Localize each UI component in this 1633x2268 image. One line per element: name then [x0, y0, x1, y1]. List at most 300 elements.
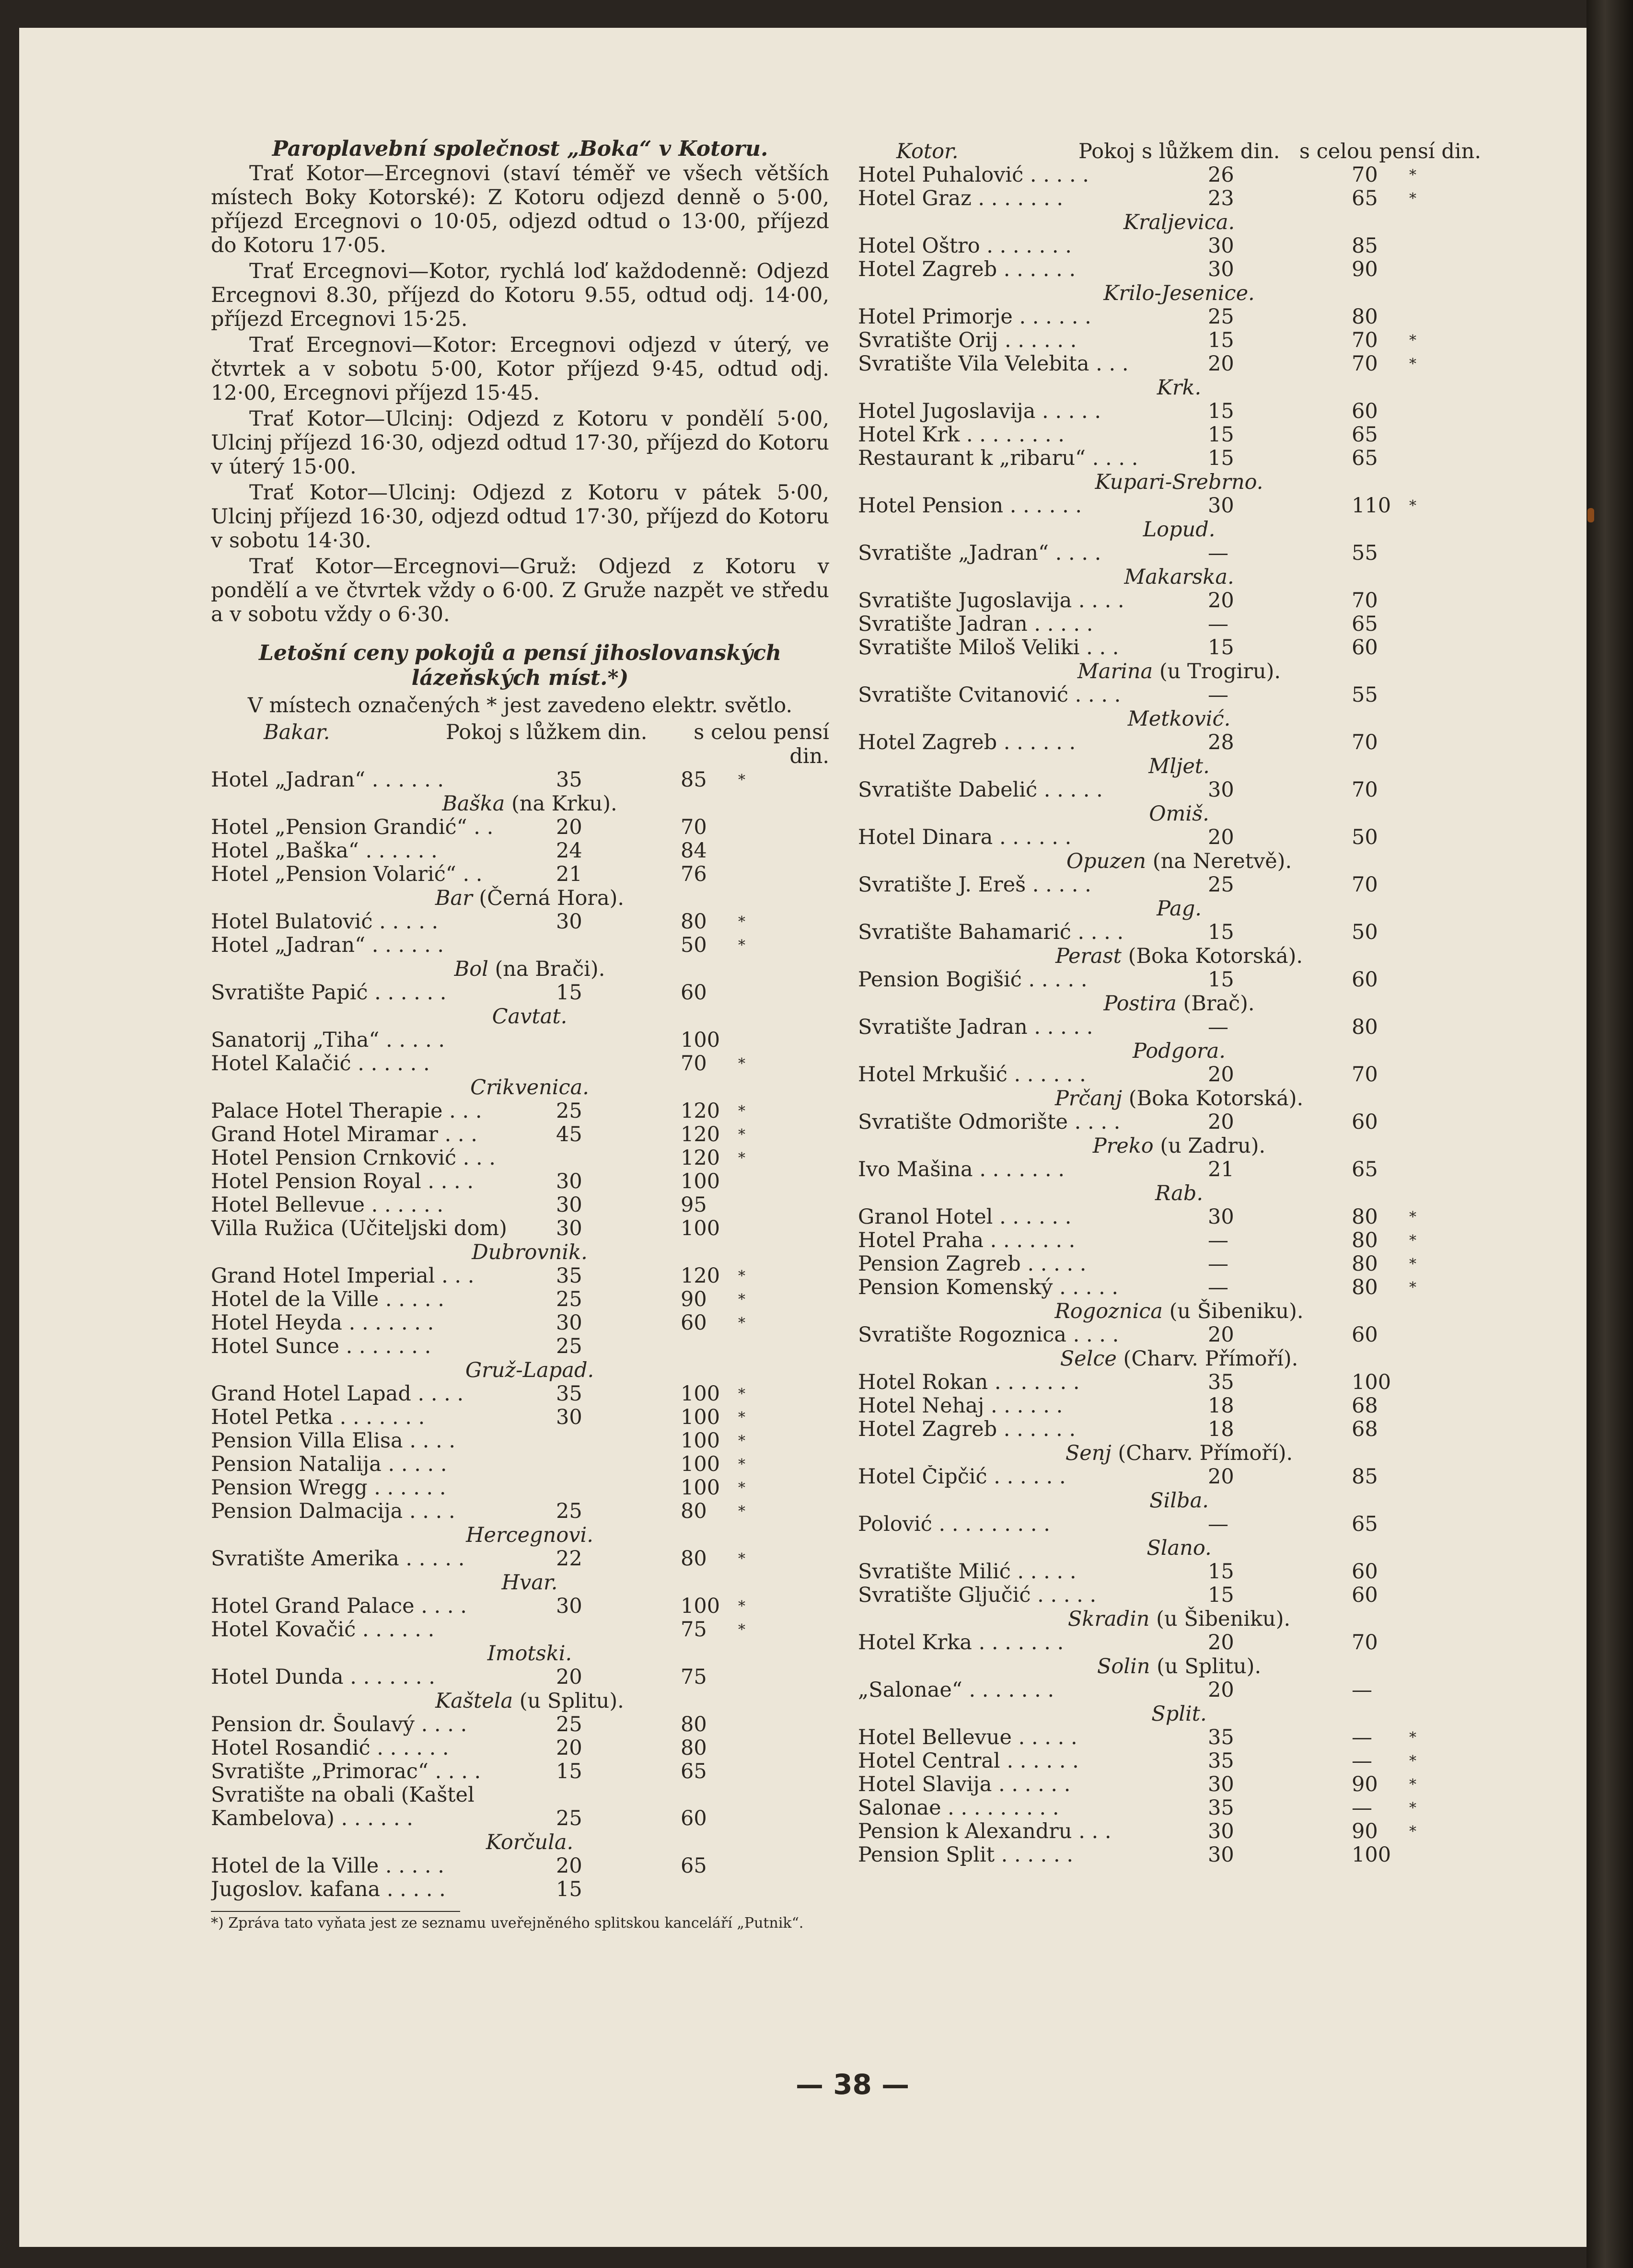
full-pension-price: — [1352, 1725, 1372, 1749]
town-subtitle: (u Splitu). [513, 1689, 624, 1713]
bed-price: 26 [1208, 163, 1234, 187]
bed-price: — [1208, 683, 1228, 707]
price-row [858, 921, 1481, 944]
town-subtitle: (Boka Kotorská). [1122, 1087, 1304, 1111]
lodging-name: Pension Dalmacija . . . . [211, 1500, 455, 1523]
lodging-name: Hotel Mrkušić . . . . . . [858, 1063, 1086, 1087]
lodging-name: Hotel Puhalović . . . . . [858, 163, 1089, 187]
bed-price: — [1208, 1512, 1228, 1536]
price-row [211, 1052, 829, 1076]
price-row [858, 1394, 1481, 1418]
price-row [858, 968, 1481, 992]
full-pension-price: — [1352, 1796, 1372, 1820]
full-pension-price: 120 [681, 1146, 720, 1170]
town-heading [858, 281, 1481, 305]
lodging-name: Svratište Milić . . . . . [858, 1560, 1077, 1584]
town-name: Krk. [1157, 376, 1202, 400]
lodging-name: Hotel Rokan . . . . . . . [858, 1371, 1080, 1394]
full-pension-price: 75 [681, 1618, 707, 1642]
full-pension-price: 100 [1352, 1843, 1391, 1867]
bed-price: — [1208, 1228, 1228, 1252]
lodging-name: Hotel de la Ville . . . . . [211, 1854, 444, 1878]
town-heading [858, 470, 1481, 494]
lodging-name: Hotel „Pension Volarić“ . . [211, 863, 483, 886]
full-pension-price: 100 [681, 1452, 720, 1476]
town-name: Omiš. [1149, 802, 1209, 826]
town-name: Opuzen [1066, 849, 1147, 873]
electric-light-mark: * [1409, 1232, 1416, 1249]
full-pension-price: 50 [1352, 825, 1378, 849]
town-name: Postira [1103, 992, 1177, 1016]
lodging-name: Hotel Bellevue . . . . . . [211, 1193, 443, 1217]
lodging-name: Svratište „Jadran“ . . . . [858, 542, 1101, 565]
lodging-name: Grand Hotel Lapad . . . . [211, 1382, 464, 1406]
price-row [858, 1016, 1481, 1039]
full-pension-price: 65 [1352, 423, 1378, 447]
price-row [858, 778, 1481, 802]
electric-light-mark: * [738, 1598, 745, 1615]
price-row [858, 1773, 1481, 1796]
full-pension-price: — [1352, 1749, 1372, 1773]
full-pension-price: 60 [1352, 1110, 1378, 1134]
electric-light-mark: * [1409, 1776, 1416, 1793]
price-row [858, 1678, 1481, 1702]
lodging-name: Hotel Graz . . . . . . . [858, 187, 1064, 210]
bed-price: 20 [556, 815, 582, 839]
right-price-list [858, 163, 1481, 1867]
electric-light-mark: * [1409, 190, 1416, 207]
town-heading [858, 754, 1481, 778]
lodging-name: Hotel Dinara . . . . . . [858, 826, 1072, 849]
town-name: Bol [454, 957, 488, 981]
price-row [858, 826, 1481, 849]
full-pension-price: 100 [681, 1216, 720, 1240]
lodging-name: Pension Bogišić . . . . . [858, 968, 1088, 992]
electric-light-mark: * [1409, 1823, 1416, 1840]
town-heading [858, 849, 1481, 873]
full-pension-price: 90 [1352, 1772, 1378, 1796]
town-heading [211, 886, 829, 910]
price-row [858, 873, 1481, 897]
bed-price: 15 [1208, 446, 1234, 470]
town-heading [858, 992, 1481, 1016]
electric-light-mark: * [1409, 1729, 1416, 1746]
town-name: Hercegnovi. [466, 1523, 593, 1547]
price-row [211, 1146, 829, 1170]
full-pension-price: 65 [1352, 186, 1378, 210]
bed-price [556, 1146, 681, 1170]
electric-light-mark: * [1409, 1753, 1416, 1770]
full-pension-price: 100 [681, 1405, 720, 1429]
bed-price: 18 [1208, 1417, 1234, 1441]
full-pension-price: 80 [681, 1499, 707, 1523]
paragraph: Trať Kotor—Ulcinj: Odjezd z Kotoru v pondělí 5·00, Ulcinj příjezd 16·30, odjezd odtud 17·30, příjezd do Kotoru v úterý 15·00. [211, 407, 829, 479]
lodging-name: Pension Split . . . . . . [858, 1843, 1074, 1867]
electric-light-mark: * [1409, 1256, 1416, 1273]
electric-light-mark: * [738, 914, 745, 930]
town-heading [858, 565, 1481, 589]
bed-price: 20 [556, 1854, 582, 1878]
prices-note: V místech označených * jest zavedeno elektr. světlo. [247, 694, 793, 717]
lodging-name: Hotel Kovačić . . . . . . [211, 1618, 435, 1642]
bed-price: 15 [556, 981, 582, 1005]
full-pension-price: 65 [1352, 1157, 1378, 1181]
town-name: Rogoznica [1054, 1299, 1163, 1323]
bed-price: — [1208, 541, 1228, 565]
town-heading [211, 1830, 829, 1854]
full-pension-price: 60 [1352, 399, 1378, 423]
electric-light-mark: * [738, 937, 745, 954]
full-pension-price: 80 [1352, 1205, 1378, 1229]
price-row [858, 731, 1481, 754]
price-row [211, 863, 829, 886]
town-heading [211, 1358, 829, 1382]
town-heading [211, 1005, 829, 1029]
paragraph: Trať Ercegnovi—Kotor, rychlá loď každodenně: Odjezd Ercegnovi 8.30, příjezd do Kotoru 9.55, odtud odj. 14·00, příjezd Ercegnovi 15·25. [211, 259, 829, 331]
price-row [211, 1311, 829, 1335]
full-pension-price: 80 [1352, 1252, 1378, 1276]
lodging-name: Grand Hotel Miramar . . . [211, 1123, 477, 1146]
bed-price: 35 [1208, 1370, 1234, 1394]
price-row [211, 981, 829, 1005]
paragraph: Trať Kotor—Ercegnovi (staví téměř ve všech větších místech Boky Kotorské): Z Kotoru odjezd denně o 5·00, příjezd Ercegnovi o 10·05, odjezd odtud o 13·00, příjezd do Kotoru 17·05. [211, 162, 829, 257]
lodging-name: Hotel Rosandić . . . . . . [211, 1736, 449, 1760]
town-heading [858, 1702, 1481, 1726]
bed-price: 30 [556, 1405, 582, 1429]
lodging-name: Hotel Čipčić . . . . . . [858, 1465, 1066, 1489]
town-name: Hvar. [501, 1571, 558, 1595]
price-row [211, 1170, 829, 1193]
town-subtitle: (u Zadru). [1153, 1134, 1266, 1158]
bed-price: 30 [1208, 1843, 1234, 1867]
town-heading [858, 707, 1481, 731]
bed-price: 21 [556, 862, 582, 886]
town-heading [211, 1076, 829, 1099]
electric-light-mark: * [738, 1315, 745, 1331]
lodging-name: Pension k Alexandru . . . [858, 1820, 1112, 1843]
bed-price [556, 934, 681, 957]
lodging-name: Pension Natalija . . . . . [211, 1453, 447, 1476]
price-row [211, 1429, 829, 1453]
electric-light-mark: * [738, 1551, 745, 1567]
bed-price: 35 [1208, 1796, 1234, 1820]
town-subtitle: (u Splitu). [1150, 1655, 1262, 1678]
bed-price: — [1208, 1252, 1228, 1276]
full-pension-price: 70 [681, 1052, 707, 1076]
town-name: Pag. [1157, 897, 1202, 921]
town-heading [858, 518, 1481, 542]
lodging-name: Svratište Papić . . . . . . [211, 981, 447, 1005]
price-row [858, 400, 1481, 423]
bed-price: 30 [556, 1193, 582, 1217]
lodging-name: Svratište Amerika . . . . . [211, 1547, 465, 1571]
full-pension-price: 85 [1352, 234, 1378, 258]
town-heading [858, 802, 1481, 826]
electric-light-mark: * [738, 1433, 745, 1449]
lodging-name: Svratište Vila Velebita . . . [858, 352, 1129, 376]
price-row [858, 683, 1481, 707]
town-name: Kraljevica. [1123, 210, 1235, 234]
bed-price [556, 1783, 681, 1807]
price-row [858, 1465, 1481, 1489]
price-row [858, 1111, 1481, 1134]
price-row [858, 1584, 1481, 1607]
price-row [858, 329, 1481, 352]
full-pension-price: 70 [1352, 1631, 1378, 1655]
town-heading [858, 1489, 1481, 1513]
bed-price: 20 [556, 1736, 582, 1760]
lodging-name: Hotel Praha . . . . . . . [858, 1229, 1076, 1252]
lodging-name: Svratište Orij . . . . . . [858, 329, 1077, 352]
price-row [211, 1453, 829, 1476]
bed-price: 21 [1208, 1157, 1234, 1181]
bed-price: 20 [1208, 1323, 1234, 1347]
full-pension-price: 84 [681, 839, 707, 863]
price-row [858, 187, 1481, 210]
electric-light-mark: * [1409, 167, 1416, 184]
price-row [211, 1335, 829, 1358]
electric-light-mark: * [1409, 356, 1416, 372]
bed-price: 28 [1208, 730, 1234, 754]
price-row [858, 1371, 1481, 1394]
lodging-name: Hotel Krka . . . . . . . [858, 1631, 1064, 1655]
bed-price: 15 [556, 1877, 582, 1901]
bed-price: 20 [1208, 1678, 1234, 1702]
town-name: Baška [442, 792, 505, 816]
lodging-name: Hotel Oštro . . . . . . . [858, 234, 1072, 258]
full-pension-price: 68 [1352, 1417, 1378, 1441]
column-header [211, 720, 829, 768]
price-row [211, 1878, 829, 1901]
town-subtitle: (Černá Hora). [472, 886, 625, 910]
town-name: Kupari-Srebrno. [1095, 470, 1263, 494]
lodging-name: Hotel Pension . . . . . . [858, 494, 1082, 518]
bed-price: 22 [556, 1547, 582, 1571]
bed-price: 35 [556, 1382, 582, 1406]
price-row [211, 1595, 829, 1618]
bed-price: 35 [1208, 1749, 1234, 1773]
town-name: Cavtat. [492, 1005, 567, 1029]
town-heading [858, 1441, 1481, 1465]
bed-price: 15 [1208, 328, 1234, 352]
price-row [211, 1099, 829, 1123]
bed-price: 25 [556, 1287, 582, 1311]
price-row [858, 1158, 1481, 1181]
bed-price: 30 [1208, 1772, 1234, 1796]
full-pension-price: 50 [1352, 920, 1378, 944]
price-row [858, 1063, 1481, 1087]
town-heading [858, 660, 1481, 683]
lodging-name: Hotel Sunce . . . . . . . [211, 1335, 431, 1358]
town-subtitle: (na Krku). [505, 792, 617, 816]
lodging-name: Polović . . . . . . . . . [858, 1513, 1050, 1536]
bed-price: 30 [1208, 234, 1234, 258]
price-row [211, 1264, 829, 1288]
electric-light-mark: * [1409, 1209, 1416, 1226]
town-heading [211, 1240, 829, 1264]
electric-light-mark: * [738, 1291, 745, 1308]
bed-price: 25 [556, 1099, 582, 1123]
lodging-name: Hotel „Pension Grandić“ . . [211, 816, 494, 839]
bed-price [556, 1453, 681, 1476]
price-row [211, 1666, 829, 1689]
lodging-name: Hotel Dunda . . . . . . . [211, 1666, 435, 1689]
lodging-name: Pension Komenský . . . . . [858, 1276, 1119, 1299]
price-row [858, 1418, 1481, 1441]
town-heading [211, 1523, 829, 1547]
bed-price: 30 [1208, 1819, 1234, 1843]
full-pension-price: 80 [681, 1736, 707, 1760]
town-heading [858, 1087, 1481, 1111]
lodging-name: Svratište Gljučić . . . . . [858, 1584, 1097, 1607]
lodging-name: Hotel Krk . . . . . . . . [858, 423, 1065, 447]
price-row [858, 1820, 1481, 1843]
electric-light-mark: * [738, 1055, 745, 1072]
electric-light-mark: * [1409, 1800, 1416, 1817]
price-row [211, 1807, 829, 1830]
price-row [858, 258, 1481, 281]
lodging-name: Hotel Petka . . . . . . . [211, 1406, 425, 1429]
full-pension-price: 100 [681, 1028, 720, 1052]
town-heading [858, 376, 1481, 400]
town-heading [211, 792, 829, 816]
full-pension-price: — [1352, 1678, 1372, 1702]
bed-price: 30 [556, 1311, 582, 1335]
full-pension-price: 120 [681, 1099, 720, 1123]
town-heading [858, 1536, 1481, 1560]
town-name: Crikvenica. [470, 1076, 589, 1099]
price-row [211, 1029, 829, 1052]
town-heading [211, 1689, 829, 1713]
lodging-name: Svratište „Primorac“ . . . . [211, 1760, 481, 1783]
full-pension-price: 100 [681, 1169, 720, 1193]
full-pension-price: 70 [1352, 328, 1378, 352]
full-pension-price: 100 [681, 1429, 720, 1453]
town-heading [211, 1642, 829, 1666]
lodging-name: Salonae . . . . . . . . . [858, 1796, 1059, 1820]
town-name: Rab. [1155, 1181, 1204, 1205]
lodging-name: Svratište Miloš Veliki . . . [858, 636, 1119, 660]
bed-price: — [1208, 612, 1228, 636]
price-row [858, 1229, 1481, 1252]
full-pension-price: 110 [1352, 494, 1391, 518]
price-row [211, 1713, 829, 1736]
town-name: Imotski. [487, 1642, 572, 1666]
full-header: s celou pensí din. [1299, 139, 1481, 163]
lodging-name: Palace Hotel Therapie . . . [211, 1099, 482, 1123]
town-name: Krilo-Jesenice. [1103, 281, 1255, 305]
electric-light-mark: * [738, 1409, 745, 1426]
town-heading [211, 1571, 829, 1595]
town-subtitle: (u Trogiru). [1153, 660, 1281, 683]
lodging-name: Hotel „Jadran“ . . . . . . [211, 768, 444, 792]
lodging-name: Svratište Dabelić . . . . . [858, 778, 1103, 802]
electric-light-mark: * [738, 772, 745, 788]
full-pension-price: 70 [1352, 873, 1378, 897]
bed-price: 24 [556, 839, 582, 863]
lodging-name: Hotel Central . . . . . . [858, 1749, 1079, 1773]
town-subtitle: (na Neretvě). [1146, 849, 1292, 873]
town-heading [858, 1607, 1481, 1631]
full-pension-price: 70 [1352, 163, 1378, 187]
full-pension-price [681, 1878, 738, 1901]
electric-light-mark: * [1409, 498, 1416, 514]
full-pension-price: 80 [681, 1547, 707, 1571]
price-row [211, 768, 829, 792]
lodging-name: Restaurant k „ribaru“ . . . . [858, 447, 1138, 470]
full-pension-price: 120 [681, 1122, 720, 1146]
full-header: s celou pensí din. [694, 720, 829, 768]
bed-price: 23 [1208, 186, 1234, 210]
lodging-name: Svratište Cvitanović . . . . [858, 683, 1121, 707]
price-row [211, 1476, 829, 1500]
full-pension-price: 68 [1352, 1394, 1378, 1418]
town-subtitle: (Brač). [1176, 992, 1255, 1016]
lodging-name: Grand Hotel Imperial . . . [211, 1264, 475, 1288]
lodging-name: Hotel „Baška“ . . . . . . [211, 839, 438, 863]
lodging-name: Hotel Pension Crnković . . . [211, 1146, 496, 1170]
town-subtitle: (na Brači). [488, 957, 605, 981]
price-row [858, 613, 1481, 636]
full-pension-price: 55 [1352, 541, 1378, 565]
full-pension-price: 80 [681, 910, 707, 934]
electric-light-mark: * [1409, 1279, 1416, 1296]
full-pension-price: 70 [1352, 589, 1378, 613]
bed-price: 25 [556, 1499, 582, 1523]
town-name: Slano. [1147, 1536, 1212, 1560]
full-pension-price: 70 [681, 815, 707, 839]
full-pension-price: 70 [1352, 778, 1378, 802]
full-pension-price: 70 [1352, 352, 1378, 376]
full-pension-price: 60 [681, 1806, 707, 1830]
electric-light-mark: * [738, 1480, 745, 1496]
beds-header: Pokoj s lůžkem din. [1078, 139, 1280, 163]
bed-price: 18 [1208, 1394, 1234, 1418]
town-name: Podgora. [1133, 1039, 1226, 1063]
price-row [858, 1276, 1481, 1299]
price-row [211, 839, 829, 863]
town-heading [858, 1134, 1481, 1158]
bed-price: 20 [1208, 1631, 1234, 1655]
full-pension-price: 100 [681, 1382, 720, 1406]
bed-price: 20 [1208, 1063, 1234, 1087]
lodging-name: Villa Ružica (Učiteljski dom) [211, 1217, 507, 1240]
price-row [858, 589, 1481, 613]
town-subtitle: (Charv. Přímoří). [1116, 1347, 1298, 1371]
bed-price: 20 [1208, 825, 1234, 849]
left-column [211, 137, 829, 1932]
town-name: Preko [1092, 1134, 1154, 1158]
full-pension-price: 76 [681, 862, 707, 886]
lodging-name: Hotel Bulatović . . . . . [211, 910, 439, 934]
town-name: Solin [1097, 1655, 1150, 1678]
price-row [858, 305, 1481, 329]
town-name: Mljet. [1148, 754, 1210, 778]
town-name: Metković. [1127, 707, 1231, 731]
town-name: Kotor. [896, 139, 959, 163]
town-heading [211, 957, 829, 981]
price-row [858, 1205, 1481, 1229]
bed-price: 35 [1208, 1725, 1234, 1749]
town-name: Makarska. [1124, 565, 1234, 589]
price-row [211, 934, 829, 957]
right-column [858, 137, 1481, 1867]
bed-price: 30 [556, 1169, 582, 1193]
price-row [858, 234, 1481, 258]
lodging-name: Hotel Primorje . . . . . . [858, 305, 1091, 329]
full-pension-price: 65 [1352, 612, 1378, 636]
lodging-name: Jugoslov. kafana . . . . . [211, 1878, 446, 1901]
